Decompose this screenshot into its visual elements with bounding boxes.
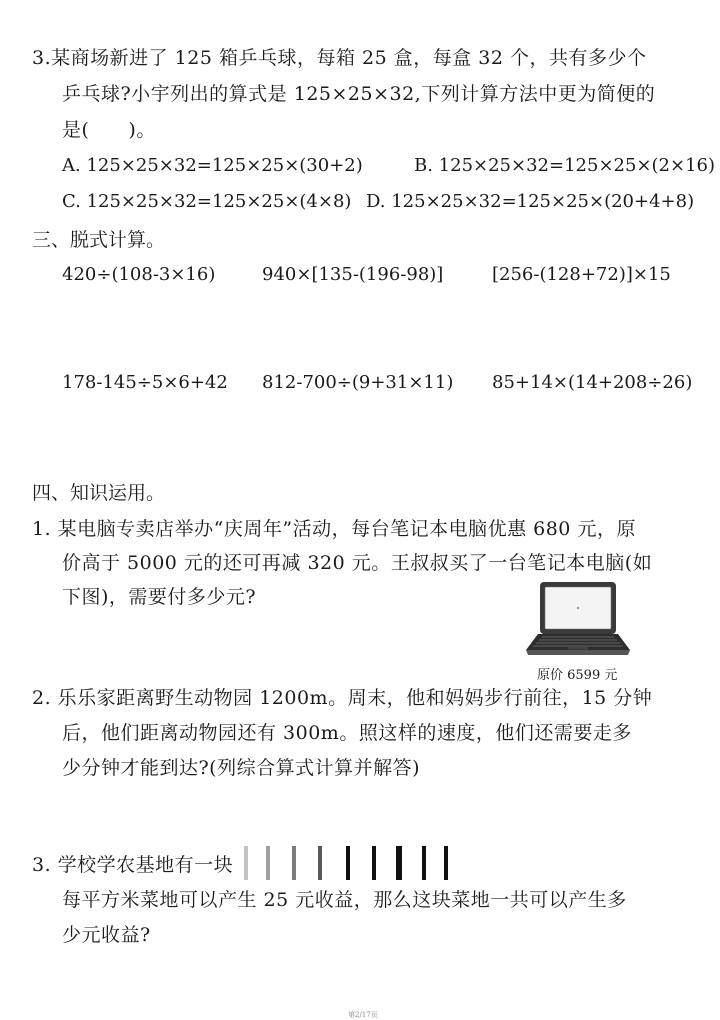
laptop-base-edge bbox=[526, 650, 630, 655]
q3-option-d: D. 125×25×32=125×25×(20+4+8) bbox=[366, 191, 695, 212]
p2-line3: 少分钟才能到达?(列综合算式计算并解答) bbox=[62, 757, 421, 779]
p1-line1: 1. 某电脑专卖店举办“庆周年”活动，每台笔记本电脑优惠 680 元，原 bbox=[32, 518, 636, 540]
laptop-trackpad bbox=[568, 647, 588, 650]
p3-line1: 3. 学校学农基地有一块 bbox=[32, 854, 234, 876]
p2-line2: 后，他们距离动物园还有 300m。照这样的速度，他们还需要走多 bbox=[62, 722, 632, 744]
section4-title: 四、知识运用。 bbox=[32, 482, 166, 504]
expression: 940×[135-(196-98)] bbox=[262, 264, 444, 285]
p1-line2: 价高于 5000 元的还可再减 320 元。王叔叔买了一台笔记本电脑(如 bbox=[62, 552, 653, 574]
p3-line3: 少元收益? bbox=[62, 924, 151, 946]
q3-line2: 乒乓球?小宇列出的算式是 125×25×32,下列计算方法中更为简便的 bbox=[62, 83, 656, 105]
section3-title: 三、脱式计算。 bbox=[32, 229, 166, 251]
scan-artifact bbox=[240, 846, 450, 880]
q3-line1: 3.某商场新进了 125 箱乒乓球，每箱 25 盒，每盒 32 个，共有多少个 bbox=[32, 47, 647, 69]
p1-line3: 下图)，需要付多少元? bbox=[62, 586, 257, 608]
p3-line2: 每平方米菜地可以产生 25 元收益，那么这块菜地一共可以产生多 bbox=[62, 889, 627, 911]
laptop-price-caption: 原价 6599 元 bbox=[537, 668, 618, 683]
expression: 85+14×(14+208÷26) bbox=[492, 372, 693, 393]
laptop-cursor bbox=[577, 607, 579, 609]
expression: 420÷(108-3×16) bbox=[62, 264, 216, 285]
laptop-image bbox=[520, 578, 638, 662]
q3-option-c: C. 125×25×32=125×25×(4×8) bbox=[62, 191, 352, 212]
q3-option-b: B. 125×25×32=125×25×(2×16) bbox=[414, 155, 715, 176]
q3-option-a: A. 125×25×32=125×25×(30+2) bbox=[62, 155, 363, 176]
expression: 178-145÷5×6+42 bbox=[62, 372, 228, 393]
q3-line3: 是( )。 bbox=[62, 119, 156, 141]
expression: [256-(128+72)]×15 bbox=[492, 264, 671, 285]
p2-line1: 2. 乐乐家距离野生动物园 1200m。周末，他和妈妈步行前往，15 分钟 bbox=[32, 687, 653, 709]
expression: 812-700÷(9+31×11) bbox=[262, 372, 454, 393]
page-number: 第2/17页 bbox=[348, 1011, 378, 1019]
